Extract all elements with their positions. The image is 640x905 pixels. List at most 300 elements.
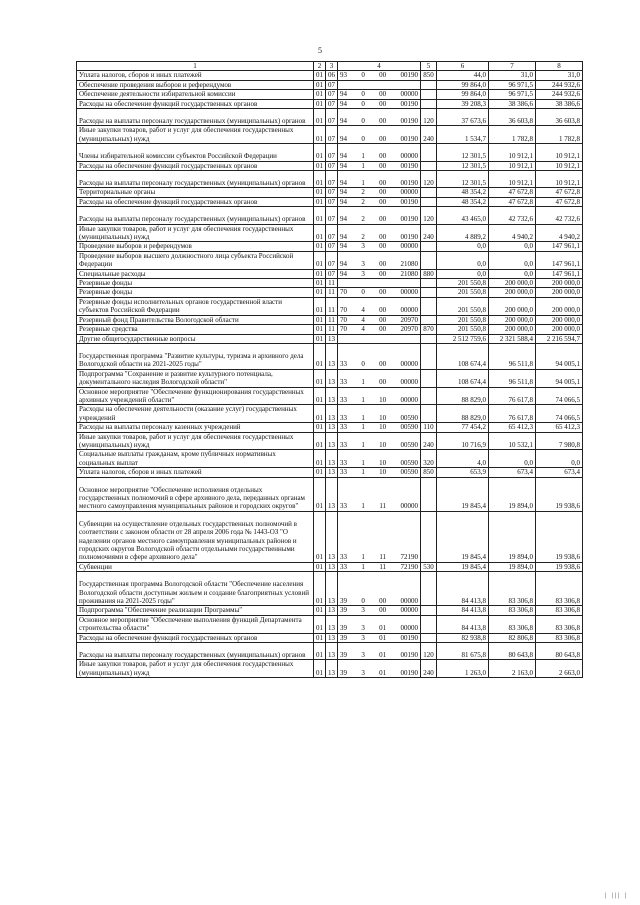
row-name: Государственная программа Вологодской области "Обеспечение населения Вологодской области доступным жильем и создание благоприятных условий проживания на 2021-2025 годы" [77,572,314,606]
row-code-part: 70 [340,315,347,324]
row-rz: 01 [314,288,326,297]
row-rz: 01 [314,144,326,161]
row-code [338,360,420,368]
row-name: Подпрограмма "Обеспечение реализации Программы" [77,606,314,615]
row-code [338,423,420,431]
row-vr: 110 [421,423,437,432]
row-code-part: 4 [361,306,365,315]
row-code-part: 72190 [400,553,418,562]
row-code-part: 3 [361,242,365,251]
row-code [338,198,420,206]
row-year1: 12 301,5 [437,144,489,161]
row-year3: 47 672,8 [536,197,583,206]
row-rz: 01 [314,126,326,144]
row-year1: 10 716,9 [437,432,489,450]
row-code-cell [338,71,421,80]
table-row [77,387,583,405]
row-code-cell [338,660,421,678]
row-vr [421,279,437,288]
row-pr: 13 [326,432,338,450]
row-year2: 65 412,3 [489,423,536,432]
row-vr: 320 [421,450,437,468]
row-year1: 201 550,8 [437,297,489,315]
row-year1: 19 845,4 [437,511,489,562]
row-year1: 0,0 [437,269,489,278]
row-code [338,459,420,467]
row-code-part: 00 [379,260,387,269]
row-code-part: 39 [340,624,347,633]
row-code-part: 00 [379,306,387,315]
row-code-part: 94 [340,260,347,269]
row-code-part: 00000 [400,306,418,315]
row-code-cell [338,615,421,633]
row-year2: 19 894,0 [489,562,536,571]
row-year1: 201 550,8 [437,279,489,288]
row-code-part: 3 [361,624,365,633]
table-body [77,71,583,678]
row-code-part: 11 [379,562,387,571]
row-vr [421,606,437,615]
row-name: Специальные расходы [77,269,314,278]
row-code-part: 00 [379,288,387,297]
row-year3: 19 938,6 [536,562,583,571]
row-name: Обеспечение деятельности избирательной комиссии [77,90,314,99]
row-code-part: 0 [361,288,365,297]
row-pr: 13 [326,369,338,387]
table-row [77,71,583,80]
header-cell: 8 [536,62,583,71]
row-year2: 2 163,0 [489,660,536,678]
row-year3: 244 932,6 [536,90,583,99]
row-name: Члены избирательной комиссии субъектов Российской Федерации [77,144,314,161]
row-code-part: 39 [340,596,347,605]
row-year1: 108 674,4 [437,369,489,387]
header-cell: 2 [314,62,326,71]
row-code-part: 11 [379,553,387,562]
table-row [77,660,583,678]
row-code-part: 33 [340,378,347,387]
row-code-part: 10 [379,413,387,422]
row-year2: 10 912,1 [489,161,536,170]
table-row [77,572,583,606]
row-name: Расходы на обеспечение функций государственных органов [77,197,314,206]
row-year1: 4 889,2 [437,224,489,242]
row-year3: 83 306,8 [536,633,583,642]
row-year2: 0,0 [489,251,536,269]
row-code-part: 00000 [400,242,418,251]
row-code-part: 39 [340,650,347,659]
row-code [338,100,420,108]
row-code-cell [338,432,421,450]
row-year3: 47 672,8 [536,188,583,197]
table-row [77,90,583,99]
row-code-part: 00590 [400,413,418,422]
row-year2: 673,4 [489,468,536,477]
row-code-part: 3 [361,269,365,278]
row-code [338,563,420,571]
row-code [338,90,420,98]
row-year1: 43 465,0 [437,207,489,224]
budget-table [76,61,583,678]
row-code [338,152,420,160]
row-rz: 01 [314,477,326,511]
row-code-part: 00590 [400,423,418,432]
row-pr: 07 [326,242,338,251]
row-code-part: 72190 [400,562,418,571]
table-row [77,297,583,315]
row-year1: 48 354,2 [437,188,489,197]
row-code [338,606,420,614]
row-code-part: 00000 [400,624,418,633]
row-year2: 83 306,8 [489,572,536,606]
row-vr [421,90,437,99]
row-vr: 120 [421,642,437,659]
row-year2: 47 672,8 [489,197,536,206]
row-code-part: 00 [379,90,387,99]
table-row [77,242,583,251]
row-code [338,624,420,632]
row-code-part: 2 [361,197,365,206]
row-year2: 200 000,0 [489,297,536,315]
row-year3: 42 732,6 [536,207,583,224]
row-name: Резервные фонды [77,279,314,288]
row-code-part: 00 [379,606,387,615]
row-year1: 77 454,2 [437,423,489,432]
row-code-part: 10 [379,423,387,432]
row-code-part: 21080 [400,260,418,269]
row-year3: 80 643,8 [536,642,583,659]
row-code-cell [338,188,421,197]
row-code-part: 00190 [400,215,418,224]
row-code-cell [338,606,421,615]
row-code-part: 1 [361,562,365,571]
row-vr: 880 [421,269,437,278]
row-code-part: 00000 [400,152,418,161]
row-year1: 84 413,8 [437,615,489,633]
row-code-part: 33 [340,395,347,404]
row-code-part: 39 [340,633,347,642]
row-code-part: 33 [340,413,347,422]
row-code-part: 0 [361,596,365,605]
row-code-part: 10 [379,395,387,404]
row-name: Расходы на выплаты персоналу государственных (муниципальных) органов [77,171,314,188]
row-year3: 83 306,8 [536,606,583,615]
row-code [338,215,420,223]
row-year3: 74 066,5 [536,387,583,405]
row-code-part: 00 [379,269,387,278]
header-cell: 5 [421,62,437,71]
row-year2: 96 971,5 [489,90,536,99]
row-year3: 200 000,0 [536,279,583,288]
row-year1: 19 845,4 [437,562,489,571]
row-year2: 80 643,8 [489,642,536,659]
row-vr: 240 [421,660,437,678]
row-vr [421,343,437,369]
row-code-part: 1 [361,413,365,422]
row-pr: 11 [326,279,338,288]
row-code-part: 00190 [400,117,418,126]
row-name: Расходы на выплаты персоналу государственных (муниципальных) органов [77,642,314,659]
table-row [77,432,583,450]
row-code-part: 3 [361,668,365,677]
row-code-part: 3 [361,260,365,269]
row-code-part: 94 [340,90,347,99]
row-code [338,260,420,268]
table-row [77,423,583,432]
row-year1: 82 938,8 [437,633,489,642]
row-year2: 10 912,1 [489,144,536,161]
row-code-part: 01 [379,624,387,633]
row-pr: 13 [326,334,338,343]
table-row [77,468,583,477]
table-row [77,251,583,269]
row-code-part: 00 [379,315,387,324]
row-pr: 13 [326,615,338,633]
row-year1: 4,0 [437,450,489,468]
row-code-cell [338,279,421,288]
row-year1: 201 550,8 [437,325,489,334]
row-code-cell [338,423,421,432]
row-code [338,468,420,476]
row-code-cell [338,207,421,224]
row-year2: 83 306,8 [489,606,536,615]
row-code-part: 33 [340,423,347,432]
row-year1: 84 413,8 [437,572,489,606]
row-code [338,378,420,386]
row-year3: 19 938,6 [536,477,583,511]
row-code-part: 00190 [400,99,418,108]
row-pr: 13 [326,572,338,606]
row-code-part: 94 [340,197,347,206]
row-code-part: 00190 [400,71,418,80]
row-code [338,634,420,642]
row-code-cell [338,288,421,297]
row-code-cell [338,251,421,269]
row-code-part: 00000 [400,596,418,605]
row-year3: 83 306,8 [536,615,583,633]
row-rz: 01 [314,207,326,224]
row-code-cell [338,109,421,126]
row-code-cell [338,126,421,144]
row-code-part: 0 [361,134,365,143]
row-vr [421,188,437,197]
row-pr: 07 [326,197,338,206]
row-code-part: 00 [379,233,387,242]
row-name: Территориальные органы [77,188,314,197]
row-year3: 7 980,8 [536,432,583,450]
row-pr: 07 [326,188,338,197]
row-code-part: 0 [361,71,365,80]
row-name: Уплата налогов, сборов и иных платежей [77,468,314,477]
row-vr [421,572,437,606]
row-year3: 94 005,1 [536,369,583,387]
row-year3: 147 961,1 [536,269,583,278]
row-code-part: 20970 [400,315,418,324]
row-vr: 530 [421,562,437,571]
row-code-part: 00 [379,325,387,334]
table-row [77,224,583,242]
row-pr: 13 [326,343,338,369]
row-code-part: 94 [340,215,347,224]
row-code-part: 00000 [400,188,418,197]
row-code-part: 10 [379,440,387,449]
row-code-part: 1 [361,458,365,467]
row-code-part: 33 [340,468,347,477]
row-vr [421,633,437,642]
row-code-part: 00590 [400,468,418,477]
row-code [338,117,420,125]
row-year2: 47 672,8 [489,188,536,197]
row-rz: 01 [314,99,326,108]
row-code-part: 3 [361,633,365,642]
table-row [77,615,583,633]
row-rz: 01 [314,80,326,89]
row-year1: 81 675,8 [437,642,489,659]
row-name: Резервный фонд Правительства Вологодской области [77,315,314,324]
row-year1: 1 263,0 [437,660,489,678]
row-rz: 01 [314,511,326,562]
row-name: Проведение выборов и референдумов [77,242,314,251]
row-code-part: 94 [340,269,347,278]
row-code-cell [338,633,421,642]
header-cell: 7 [489,62,536,71]
row-year2: 200 000,0 [489,315,536,324]
row-rz: 01 [314,450,326,468]
row-code-part: 00190 [400,233,418,242]
row-code [338,669,420,677]
row-code-cell [338,343,421,369]
row-year2: 200 000,0 [489,279,536,288]
row-year2: 96 511,8 [489,343,536,369]
row-code-cell [338,325,421,334]
row-code-part: 3 [361,650,365,659]
row-code-cell [338,197,421,206]
row-year2: 76 617,8 [489,387,536,405]
row-name: Проведение выборов высшего должностного лица субъекта Российской Федерации [77,251,314,269]
table-row [77,207,583,224]
row-code-part: 94 [340,152,347,161]
row-pr: 11 [326,297,338,315]
row-pr: 13 [326,562,338,571]
row-code-part: 00 [379,71,387,80]
table-row [77,369,583,387]
row-year3: 673,4 [536,468,583,477]
row-code-part: 1 [361,423,365,432]
row-code-part: 00 [379,188,387,197]
row-code-part: 4 [361,325,365,334]
row-rz: 01 [314,369,326,387]
row-pr: 07 [326,109,338,126]
row-name: Резервные фонды исполнительных органов государственной власти субъектов Российской Федерации [77,297,314,315]
row-rz: 01 [314,188,326,197]
row-code-part: 93 [340,71,347,80]
table-row [77,126,583,144]
row-code-part: 00000 [400,502,418,511]
row-pr: 13 [326,642,338,659]
row-code-part: 33 [340,553,347,562]
row-code-part: 1 [361,468,365,477]
row-year2: 36 603,8 [489,109,536,126]
row-code-part: 1 [361,502,365,511]
row-name: Иные закупки товаров, работ и услуг для обеспечения государственных (муниципальных) нужд [77,126,314,144]
row-year2: 1 782,8 [489,126,536,144]
row-code-part: 0 [361,117,365,126]
row-year1: 37 673,6 [437,109,489,126]
row-code-part: 39 [340,668,347,677]
row-code [338,396,420,404]
row-year1: 88 829,0 [437,387,489,405]
row-code-cell [338,171,421,188]
row-rz: 01 [314,297,326,315]
row-name: Расходы на выплаты персоналу государственных (муниципальных) органов [77,207,314,224]
row-year3: 4 940,2 [536,224,583,242]
row-code-part: 00 [379,134,387,143]
row-code [338,316,420,324]
row-code-part: 1 [361,378,365,387]
row-code [338,233,420,241]
row-rz: 01 [314,660,326,678]
row-code [338,288,420,296]
row-code-part: 00190 [400,668,418,677]
row-vr: 850 [421,71,437,80]
row-year3: 1 782,8 [536,126,583,144]
row-pr: 13 [326,423,338,432]
row-code-part: 94 [340,233,347,242]
row-code-part: 00190 [400,134,418,143]
row-name: Основное мероприятие "Обеспечение выполнения функций Департамента строительства области" [77,615,314,633]
row-code-part: 00 [379,242,387,251]
row-code-part: 33 [340,458,347,467]
row-code [338,306,420,314]
row-pr: 07 [326,224,338,242]
row-code [338,71,420,79]
row-pr: 07 [326,161,338,170]
row-pr: 07 [326,269,338,278]
row-code-part: 70 [340,306,347,315]
row-rz: 01 [314,615,326,633]
row-year2: 19 894,0 [489,477,536,511]
footer-mark: | ||| | [604,893,628,899]
row-code [338,597,420,605]
row-code-part: 00190 [400,650,418,659]
row-vr [421,242,437,251]
row-year2: 83 306,8 [489,615,536,633]
row-year2: 76 617,8 [489,405,536,423]
row-year1: 201 550,8 [437,288,489,297]
row-year2: 0,0 [489,269,536,278]
row-code [338,325,420,333]
row-vr: 240 [421,432,437,450]
row-vr: 850 [421,468,437,477]
row-year1: 2 512 759,6 [437,334,489,343]
row-year2: 82 806,8 [489,633,536,642]
row-code-part: 1 [361,553,365,562]
row-pr: 07 [326,80,338,89]
row-code-part: 00590 [400,440,418,449]
row-code-part: 00 [379,215,387,224]
row-name: Социальные выплаты гражданам, кроме публичных нормативных социальных выплат [77,450,314,468]
row-code-part: 1 [361,161,365,170]
row-pr: 11 [326,325,338,334]
row-name: Другие общегосударственные вопросы [77,334,314,343]
row-code-cell [338,387,421,405]
row-year2: 31,0 [489,71,536,80]
row-year1: 201 550,8 [437,315,489,324]
row-pr: 13 [326,405,338,423]
row-rz: 01 [314,269,326,278]
row-pr: 13 [326,450,338,468]
row-code-part: 4 [361,315,365,324]
